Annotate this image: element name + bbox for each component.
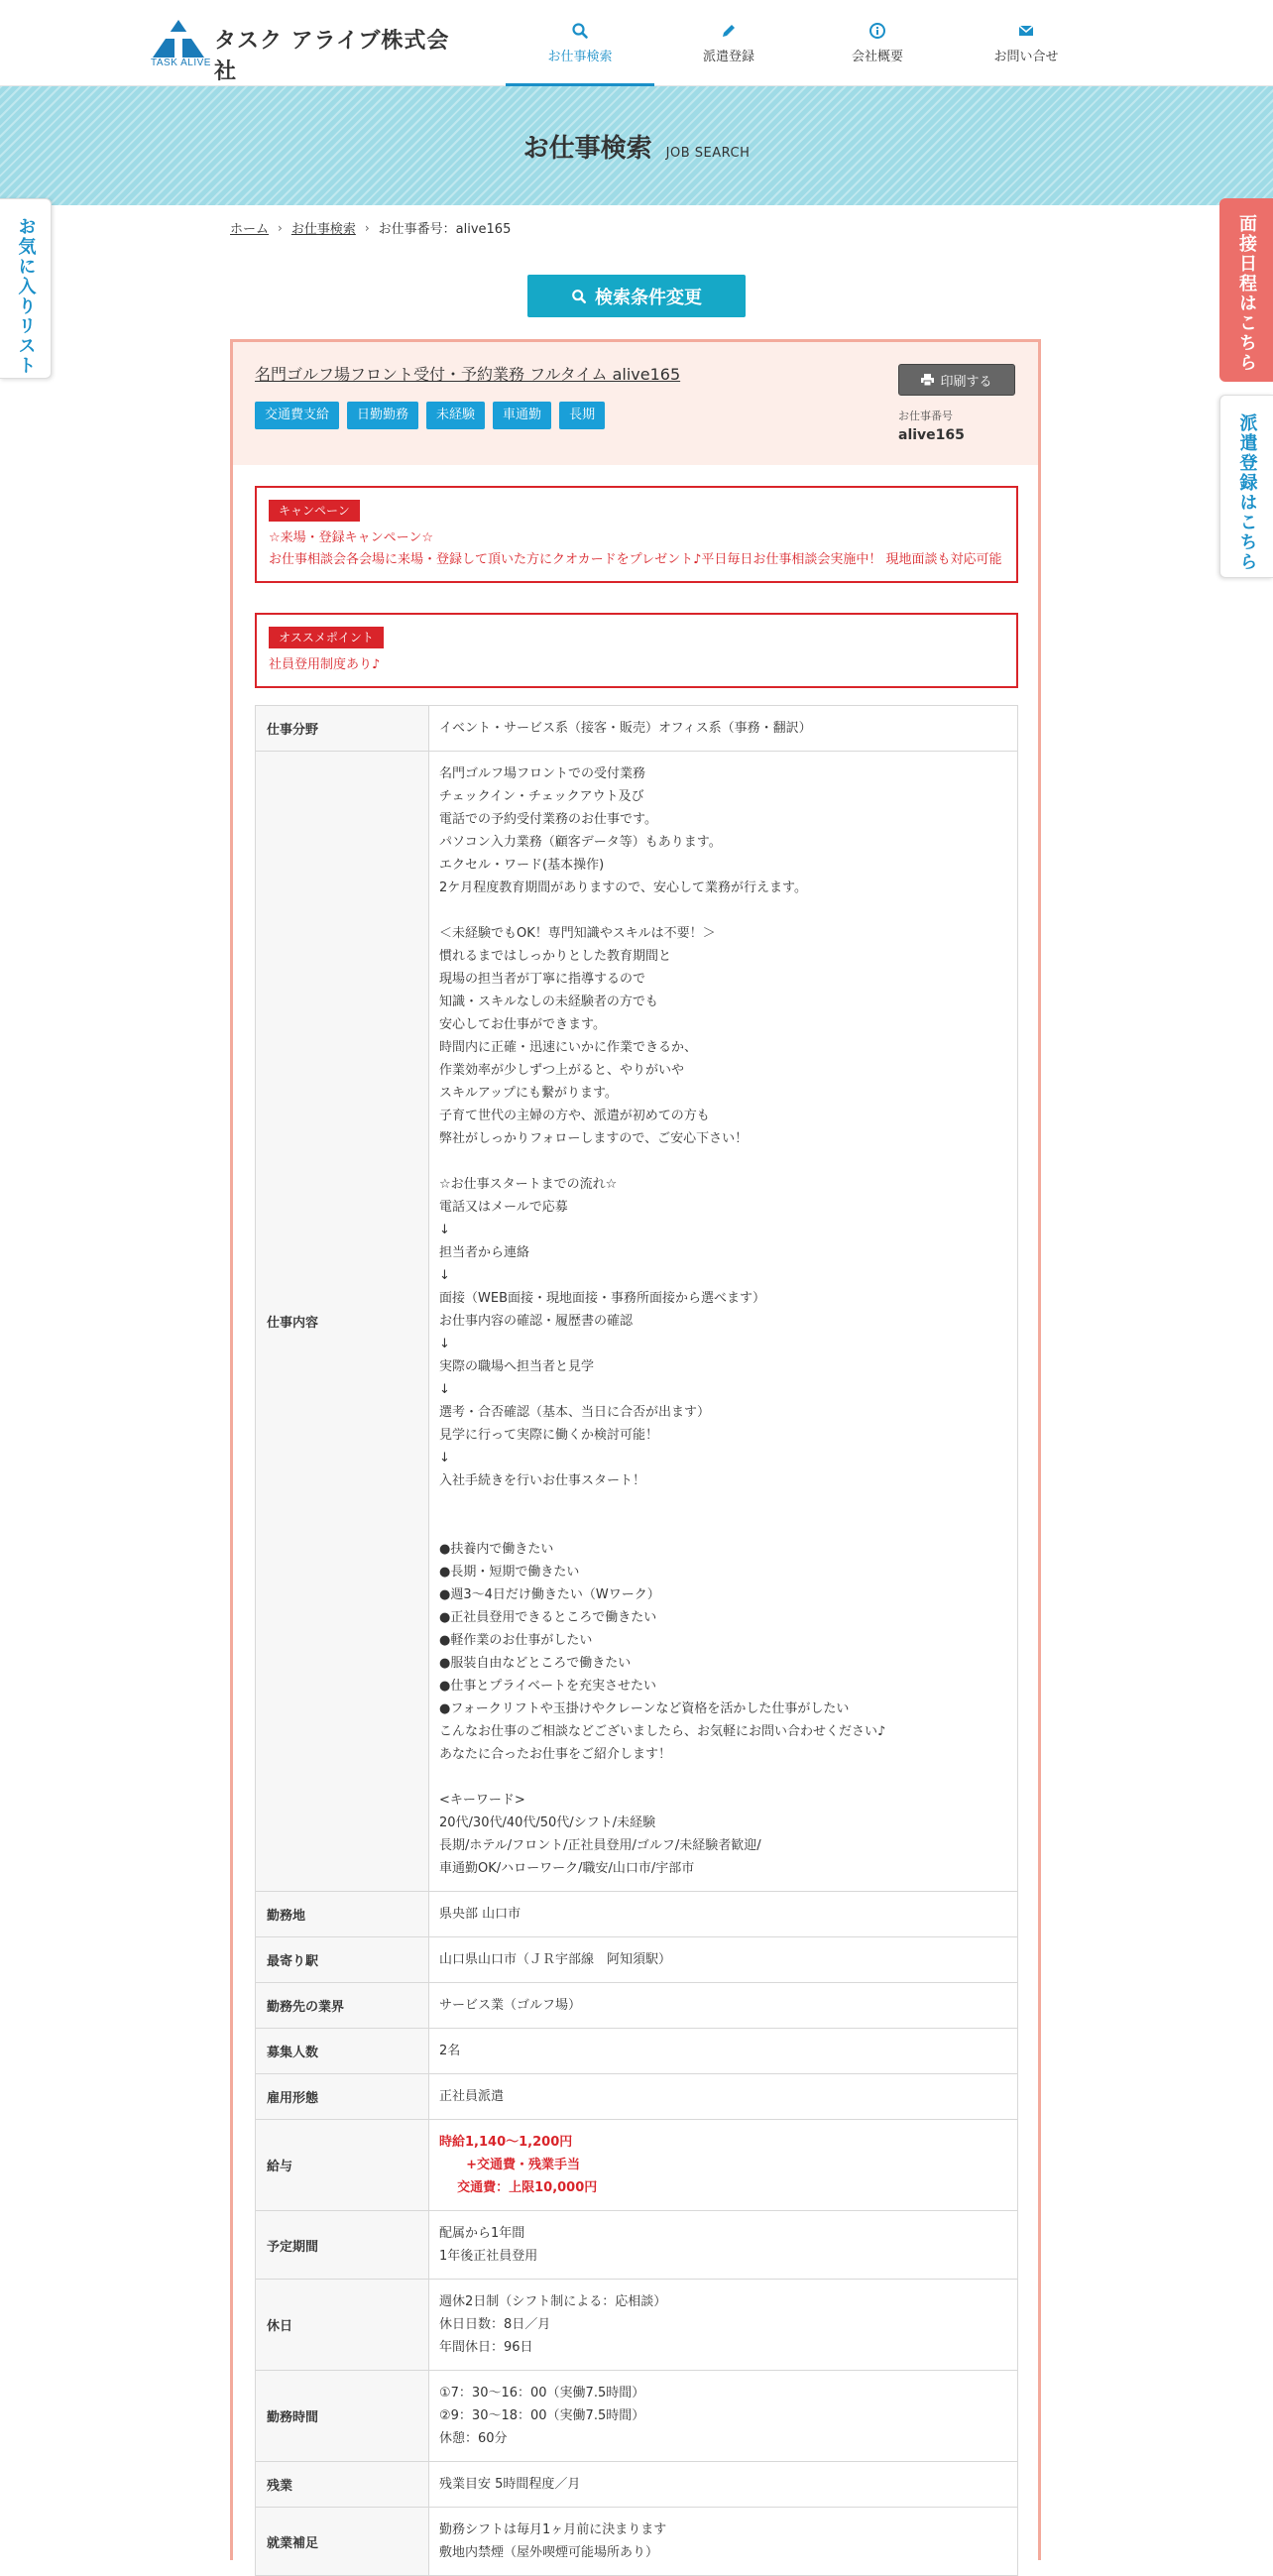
row-label: 仕事内容: [256, 752, 429, 1892]
campaign-box: [255, 486, 1018, 583]
info-icon: [868, 22, 886, 40]
job-number-label: お仕事番号: [898, 410, 953, 422]
table-row: [256, 2508, 1018, 2576]
row-label: 雇用形態: [256, 2074, 429, 2120]
table-row: [256, 2280, 1018, 2371]
campaign-badge: キャンペーン: [269, 500, 360, 522]
envelope-icon: [1017, 22, 1035, 40]
chevron-right-icon: ›: [278, 220, 283, 235]
interview-tab-label: 面接日程はこちら: [1236, 214, 1257, 373]
chevron-right-icon: ›: [364, 220, 370, 235]
job-title[interactable]: 名門ゴルフ場フロント受付・予約業務 フルタイム alive165: [255, 365, 681, 384]
nav-job-search[interactable]: [506, 0, 654, 85]
job-tag: 未経験: [426, 402, 485, 429]
page-title-english: JOB SEARCH: [665, 146, 751, 161]
table-row: [256, 2211, 1018, 2280]
favorites-list-tab[interactable]: [0, 198, 52, 379]
job-tags: [255, 402, 613, 429]
job-tag: 交通費支給: [255, 402, 339, 429]
table-row: [256, 2462, 1018, 2508]
favorites-tab-label: お気に入りリスト: [15, 217, 37, 376]
page-title: お仕事検索: [522, 134, 652, 164]
table-row: [256, 2074, 1018, 2120]
job-tag: 長期: [559, 402, 605, 429]
row-value: 名門ゴルフ場フロントでの受付業務 チェックイン・チェックアウト及び 電話での予約受付業務のお仕事です。 パソコン入力業務（顧客データ等）もあります。 エクセル・ワード(基本操作) 2ケ月程度教育期間がありますので、安心して業務が行えます。 ＜未経験でもOK！専門知識やスキルは不要！＞ 慣れるまではしっかりとした教育期間と 現場の担当者が丁寧に指導するので 知識・スキルなしの未経験者の方でも 安心してお仕事ができます。 時間内に正確・迅速にいかに作業できるか、 作業効率が少しずつ上がると、やりがいや スキルアップにも繋がります。 子育て世代の主婦の方や、派遣が初めての方も 弊社がしっかりフォローしますので、ご安心下さい！ ☆お仕事スタートまでの流れ☆ 電話又はメールで応募 ↓ 担当者から連絡 ↓ 面接（WEB面接・現地面接・事務所面接から選べます） お仕事内容の確認・履歴書の確認 ↓ 実際の職場へ担当者と見学 ↓ 選考・合否確認（基本、当日に合否が出ます） 見学に行って実際に働くか検討可能！ ↓ 入社手続きを行いお仕事スタート！ ●扶養内で働きたい ●長期・短期で働きたい ●週3～4日だけ働きたい（Wワーク） ●正社員登用できるところで働きたい ●軽作業のお仕事がしたい ●服装自由などところで働きたい ●仕事とプライベートを充実させたい ●フォークリフトや玉掛けやクレーンなど資格を活かした仕事がしたい こんなお仕事のご相談などございましたら、お気軽にお問い合わせください♪ あなたに合ったお仕事をご紹介します！ <キーワード> 20代/30代/40代/50代/シフト/未経験 長期/ホテル/フロント/正社員登用/ゴルフ/未経験者歓迎/ 車通勤OK/ハローワーク/職安/山口市/宇部市: [429, 752, 1018, 1892]
row-value: サービス業（ゴルフ場）: [429, 1983, 1018, 2029]
logo-mark-icon: [151, 18, 206, 59]
breadcrumb-job-search[interactable]: お仕事検索: [290, 222, 356, 237]
job-tag: 車通勤: [493, 402, 551, 429]
row-value: ①7：30～16：00（実働7.5時間） ②9：30～18：00（実働7.5時間） 休憩：60分: [429, 2371, 1018, 2462]
nav-label: 会社概要: [851, 49, 903, 64]
table-row: [256, 706, 1018, 752]
row-label: 勤務時間: [256, 2371, 429, 2462]
company-logo[interactable]: [149, 18, 466, 84]
table-row: [256, 2371, 1018, 2462]
printer-icon: [921, 374, 934, 386]
row-value: 正社員派遣: [429, 2074, 1018, 2120]
job-header: [233, 342, 1038, 465]
row-label: 残業: [256, 2462, 429, 2508]
search-icon: [571, 289, 587, 304]
table-row: [256, 1892, 1018, 1937]
nav-label: 派遣登録: [702, 49, 754, 64]
table-row: [256, 2120, 1018, 2211]
nav-label: お問い合せ: [993, 49, 1059, 64]
change-search-button[interactable]: [527, 275, 746, 317]
table-row: [256, 2029, 1018, 2074]
salary-line: 交通費：上限10,000円: [439, 2180, 598, 2195]
row-label: 募集人数: [256, 2029, 429, 2074]
row-label: 予定期間: [256, 2211, 429, 2280]
recommend-badge: オススメポイント: [269, 627, 384, 648]
nav-label: お仕事検索: [547, 49, 613, 64]
change-search-label: 検索条件変更: [595, 287, 702, 308]
row-label: 給与: [256, 2120, 429, 2211]
table-row: [256, 1937, 1018, 1983]
main-nav: [506, 0, 1100, 85]
row-value: 県央部 山口市: [429, 1892, 1018, 1937]
page-banner: [0, 86, 1273, 205]
logo-english-text: TASK ALIVE: [151, 58, 211, 68]
row-label: 最寄り駅: [256, 1937, 429, 1983]
registration-tab-label: 派遣登録はこちら: [1236, 413, 1258, 572]
print-label: 印刷する: [940, 374, 992, 390]
breadcrumb-home[interactable]: ホーム: [230, 222, 270, 237]
table-row: [256, 752, 1018, 1892]
salary-line: 時給1,140～1,200円: [439, 2135, 573, 2150]
interview-schedule-tab[interactable]: [1219, 198, 1273, 382]
breadcrumb-current: お仕事番号：alive165: [378, 222, 512, 237]
row-value: 残業目安 5時間程度／月: [429, 2462, 1018, 2508]
row-value: 週休2日制（シフト制による：応相談） 休日日数：8日／月 年間休日：96日: [429, 2280, 1018, 2371]
site-header: [0, 0, 1273, 86]
nav-contact[interactable]: [952, 0, 1100, 85]
row-label: 勤務地: [256, 1892, 429, 1937]
row-label: 勤務先の業界: [256, 1983, 429, 2029]
salary-value: [429, 2120, 1018, 2211]
nav-registration[interactable]: [654, 0, 803, 85]
pencil-icon: [720, 22, 738, 40]
registration-tab[interactable]: [1219, 395, 1273, 578]
row-label: 休日: [256, 2280, 429, 2371]
job-detail-card: [230, 339, 1041, 2560]
job-detail-table: [255, 705, 1018, 2576]
recommend-text: 社員登用制度あり♪: [269, 657, 381, 672]
salary-line: +交通費・残業手当: [439, 2158, 581, 2172]
search-icon: [571, 22, 589, 40]
job-tag: 日勤勤務: [347, 402, 418, 429]
campaign-text: ☆来場・登録キャンペーン☆ お仕事相談会各会場に来場・登録して頂いた方にクオカードをプレゼント♪平日毎日お仕事相談会実施中！ 現地面談も対応可能: [269, 530, 1002, 567]
row-label: 就業補足: [256, 2508, 429, 2576]
logo-japanese-text: タスク アライブ株式会社: [214, 29, 450, 84]
recommend-box: [255, 613, 1018, 688]
nav-company[interactable]: [803, 0, 952, 85]
row-value: 山口県山口市（ＪＲ宇部線 阿知須駅）: [429, 1937, 1018, 1983]
print-button[interactable]: [898, 364, 1015, 396]
breadcrumb: [230, 218, 511, 237]
row-label: 仕事分野: [256, 706, 429, 752]
row-value: 勤務シフトは毎月1ヶ月前に決まります 敷地内禁煙（屋外喫煙可能場所あり）: [429, 2508, 1018, 2576]
row-value: 2名: [429, 2029, 1018, 2074]
row-value: イベント・サービス系（接客・販売）オフィス系（事務・翻訳）: [429, 706, 1018, 752]
row-value: 配属から1年間 1年後正社員登用: [429, 2211, 1018, 2280]
table-row: [256, 1983, 1018, 2029]
job-number: alive165: [898, 427, 965, 443]
